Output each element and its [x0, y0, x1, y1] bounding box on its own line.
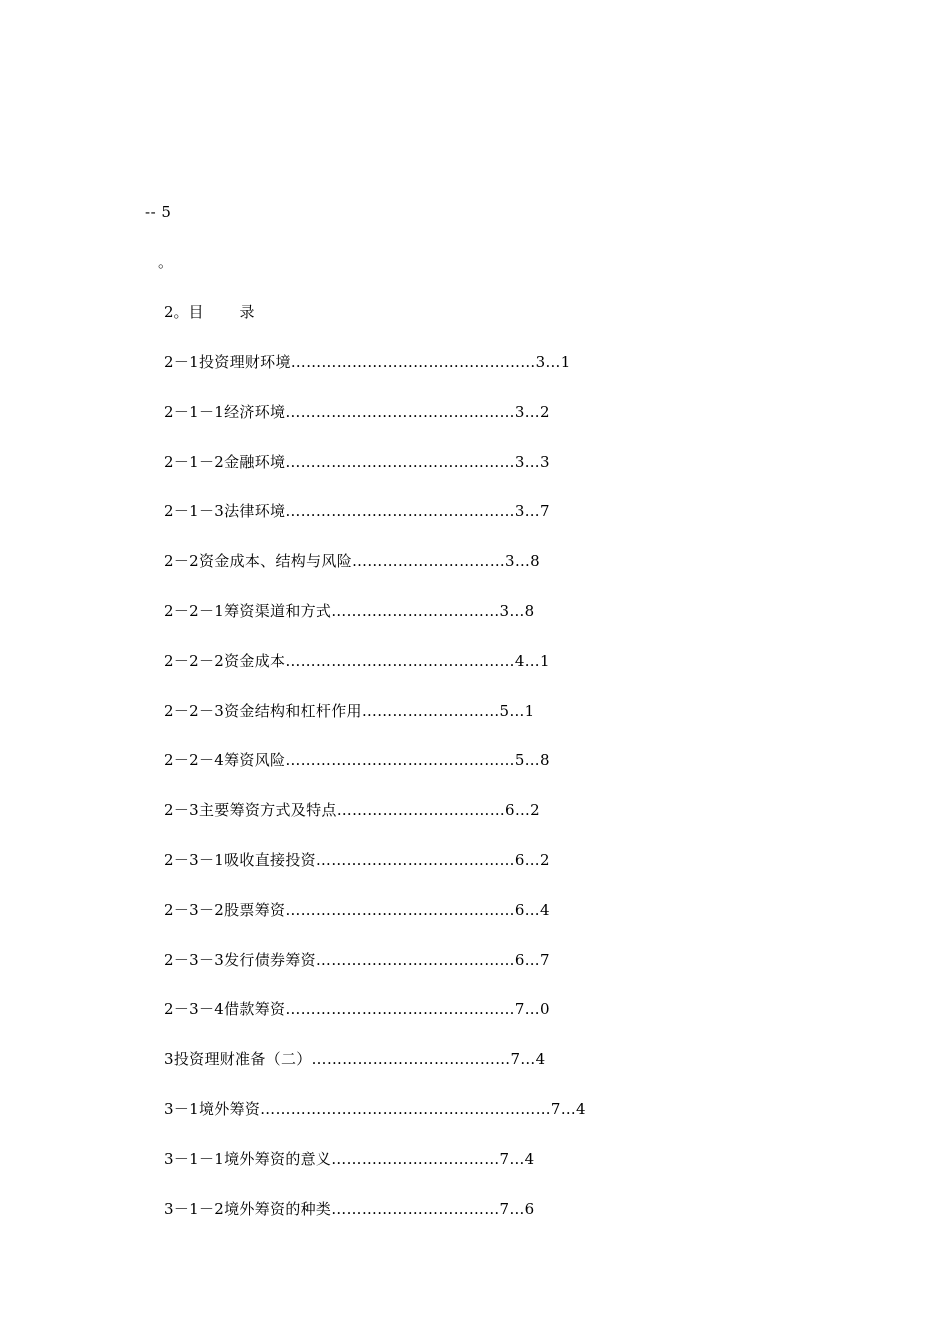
toc-heading-suffix: 录 — [239, 303, 255, 321]
toc-entry: 2－2－3资金结构和杠杆作用………………………5…1 — [164, 701, 535, 720]
toc-entry: 2－1－1经济环境………………………………………3…2 — [164, 402, 550, 421]
page-marker: -- 5 — [145, 203, 172, 221]
toc-entry: 2－2－4筹资风险………………………………………5…8 — [164, 751, 550, 770]
toc-entry: 2－2－1筹资渠道和方式……………………………3…8 — [164, 601, 535, 620]
toc-list — [164, 352, 586, 1248]
toc-entry: 3投资理财准备（二）…………………………………7…4 — [164, 1050, 546, 1069]
toc-entry: 3－1境外筹资…………………………………………………7…4 — [164, 1099, 586, 1118]
period-line: 。 — [158, 253, 174, 271]
toc-entry: 2－3－3发行债券筹资…………………………………6…7 — [164, 950, 550, 969]
toc-entry: 2－3主要筹资方式及特点……………………………6…2 — [164, 801, 540, 820]
toc-entry: 2－1投资理财环境…………………………………………3…1 — [164, 353, 571, 371]
toc-entry: 2－2资金成本、结构与风险…………………………3…8 — [164, 552, 540, 571]
toc-entry: 3－1－2境外筹资的种类……………………………7…6 — [164, 1199, 535, 1218]
toc-entry: 2－3－4借款筹资………………………………………7…0 — [164, 1000, 550, 1019]
toc-entry: 2－1－3法律环境………………………………………3…7 — [164, 502, 550, 521]
toc-entry: 2－3－2股票筹资………………………………………6…4 — [164, 900, 550, 919]
toc-heading — [164, 302, 255, 322]
toc-entry: 2－2－2资金成本………………………………………4…1 — [164, 651, 550, 670]
toc-entry: 2－3－1吸收直接投资…………………………………6…2 — [164, 850, 550, 869]
toc-heading-prefix: 2。目 — [164, 303, 204, 321]
toc-entry: 2－1－2金融环境………………………………………3…3 — [164, 452, 550, 471]
toc-entry: 3－1－1境外筹资的意义……………………………7…4 — [164, 1149, 535, 1168]
